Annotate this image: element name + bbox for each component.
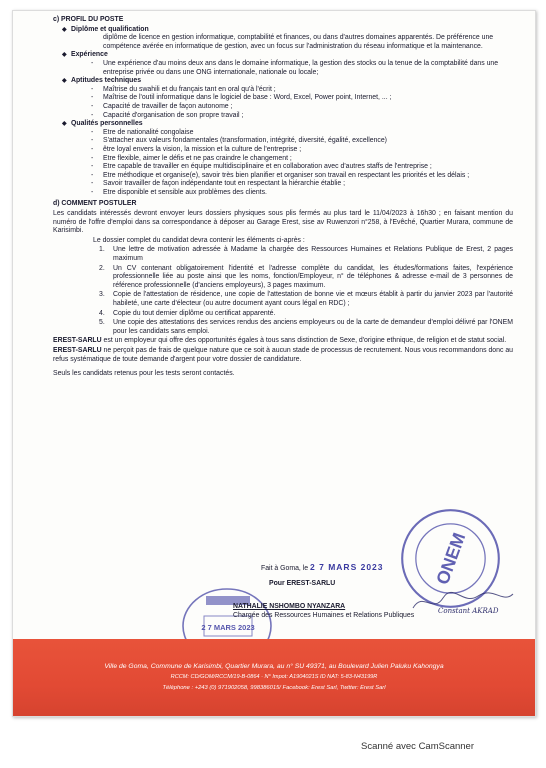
list-item [99,309,513,319]
qualite-item: - Etre capable de travailler en équipe multidisciplinaire et en collaboration avec d'autres staffs de l'entreprise ; [103,163,513,172]
section-c-title: c) PROFIL DU POSTE [53,16,124,23]
onem-stamp-text: ONEM [432,530,470,588]
document-page [12,10,536,717]
document-body [53,15,513,380]
equal-opportunity-notice [53,337,513,346]
list-text: Copie de l'attestation de résidence, une copie de l'attestation de bonne vie et mœurs établit à partir du janvier 2023 par l'autorité habileté, une carte d'électeur (ou autre document ayant cours légal en RDC) ; [113,291,513,307]
application-intro: Les candidats intéressés devront envoyer leurs dossiers physiques sous plis fermés au plus tard le 11/04/2023 à 16h30 ; en faisant mention du numéro de l'offre d'emploi dans sa correspondance à déposer au Garage Erest, sise av Ruwenzori n°258, à l'Evêché, Quartier Murara, commune de Karisimbi. [53,210,513,235]
qualite-item: - Savoir travailler de façon indépendante tout en respectant la hiérarchie établie ; [103,180,513,189]
dossier-list [99,246,513,336]
handwritten-note: Constant AKRAD [438,607,499,615]
aptitude-item: - Maîtrise de l'outil informatique dans le logiciel de base : Word, Excel, Power point, Internet, ... ; [103,94,513,103]
list-item [99,246,513,263]
list-number: 3. [99,291,105,299]
no-fee-notice [53,347,513,364]
aptitude-item: - Maîtrise du swahili et du français tant en oral qu'à l'écrit ; [103,86,513,95]
signature-for: Pour EREST-SARLU [269,580,336,587]
qualites-heading: ◆ Qualités personnelles [71,120,513,129]
section-d-title: d) COMMENT POSTULER [53,200,137,208]
list-text: Copie du tout dernier diplôme ou certificat apparenté. [113,309,276,317]
company-name: EREST-SARLU [53,346,102,354]
qualite-item: - Etre flexible, aimer le défis et ne pas craindre le changement ; [103,155,513,164]
erest-stamp-date: 2 7 MARS 2023 [201,623,255,632]
equal-text: est un employeur qui offre des opportunités égales à tous sans distinction de Sexe, d'origine ethnique, de religion et de statut social. [101,337,507,345]
signature-place-date [261,563,433,573]
signatory-name: NATHALIE NSHOMBO NYANZARA [233,603,346,610]
signatory-role: Chargée des Ressources Humaines et Relations Publiques [233,612,415,619]
qualite-item: - Etre disponible et sensible aux problèmes des clients. [103,189,513,198]
letterhead-footer [13,639,535,716]
camscanner-watermark: Scanné avec CamScanner [361,741,475,752]
footer-address: Ville de Goma, Commune de Karisimbi, Quartier Murara, au n° SU 49371, au Boulevard Julien Paluku Kahongya [104,663,444,670]
dossier-intro: Le dossier complet du candidat devra contenir les éléments ci-après : [93,236,305,244]
footer-registry: RCCM: CD/GOM/RCCM/19-B-0864 · N° Impot: A1904021S ID NAT: 5-83-N43199R [170,674,378,680]
diplome-text: diplôme de licence en gestion informatique, comptabilité et finances, ou dans d'autres domaines apparentés. De préférence une compétence avérée en informatique de gestion, avec un focus sur l'administration du réseau informatique et la maintenance. [103,34,494,50]
aptitude-item: - Capacité d'organisation de son propre travail ; [103,112,513,121]
fee-text: ne perçoit pas de frais de quelque nature que ce soit à aucun stade de processus de recrutement. Nous vous recommandons donc au refus systématique de toute demande d'argent pour votre dossier de candidature. [53,346,513,363]
list-number: 2. [99,264,105,272]
closing-note: Seuls les candidats retenus pour les tests seront contactés. [53,370,235,378]
qualite-item: - être loyal envers la vision, la mission et la culture de l'entreprise ; [103,146,513,155]
footer-contact: Téléphone : +243 (0) 971902058, 998386015/ Facebook: Erest Sarl, Twitter: Erest Sarl [162,685,386,691]
qualite-item: - Etre de nationalité congolaise [103,129,513,138]
aptitude-item: - Capacité de travailler de façon autonome ; [103,103,513,112]
list-number: 5. [99,319,105,327]
list-text: Une copie des attestations des services rendus des anciens employeurs ou de la carte de demandeur d'emploi délivré par l'ONEM pour les candidats sans emploi. [113,319,513,335]
list-item [99,319,513,336]
company-name: EREST-SARLU [53,337,102,345]
list-number: 1. [99,246,105,254]
qualite-item: - S'attacher aux valeurs fondamentales (transformation, intégrité, diversité, égalité, excellence) [103,137,513,146]
list-text: Une lettre de motivation adressée à Madame la chargée des Ressources Humaines et Relations Publique de Erest, 2 pages maximum [113,246,513,263]
signature-place: Fait à Goma, le [261,565,309,572]
list-item [99,264,513,291]
diplome-heading: ◆ Diplôme et qualification [71,26,513,35]
list-text: Un CV contenant obligatoirement l'identité et l'adresse complète du candidat, les études/formations faites, l'expérience professionnelle liée au poste ainsi que les noms, fonction/Employeur, n° de téléphones & adresse e-mail de 3 personnes de référence professionnelle (d'anciens employeurs), 3 pages maximum. [113,264,513,289]
list-item [99,291,513,308]
date-stamp: 2 7 MARS 2023 [310,562,384,572]
experience-text: - Une expérience d'au moins deux ans dans le domaine informatique, la gestion des stocks ou la tenue de la comptabilité dans une entreprise privée ou dans une ONG internationale, nationale ou locale; [103,60,513,77]
experience-heading: ◆ Expérience [71,51,513,60]
aptitudes-heading: ◆ Aptitudes techniques [71,77,513,86]
list-number: 4. [99,309,105,317]
qualite-item: - Etre méthodique et organise(e), savoir très bien planifier et organiser son travail en respectant les priorités et les délais ; [103,172,513,181]
signature-block [233,563,433,620]
